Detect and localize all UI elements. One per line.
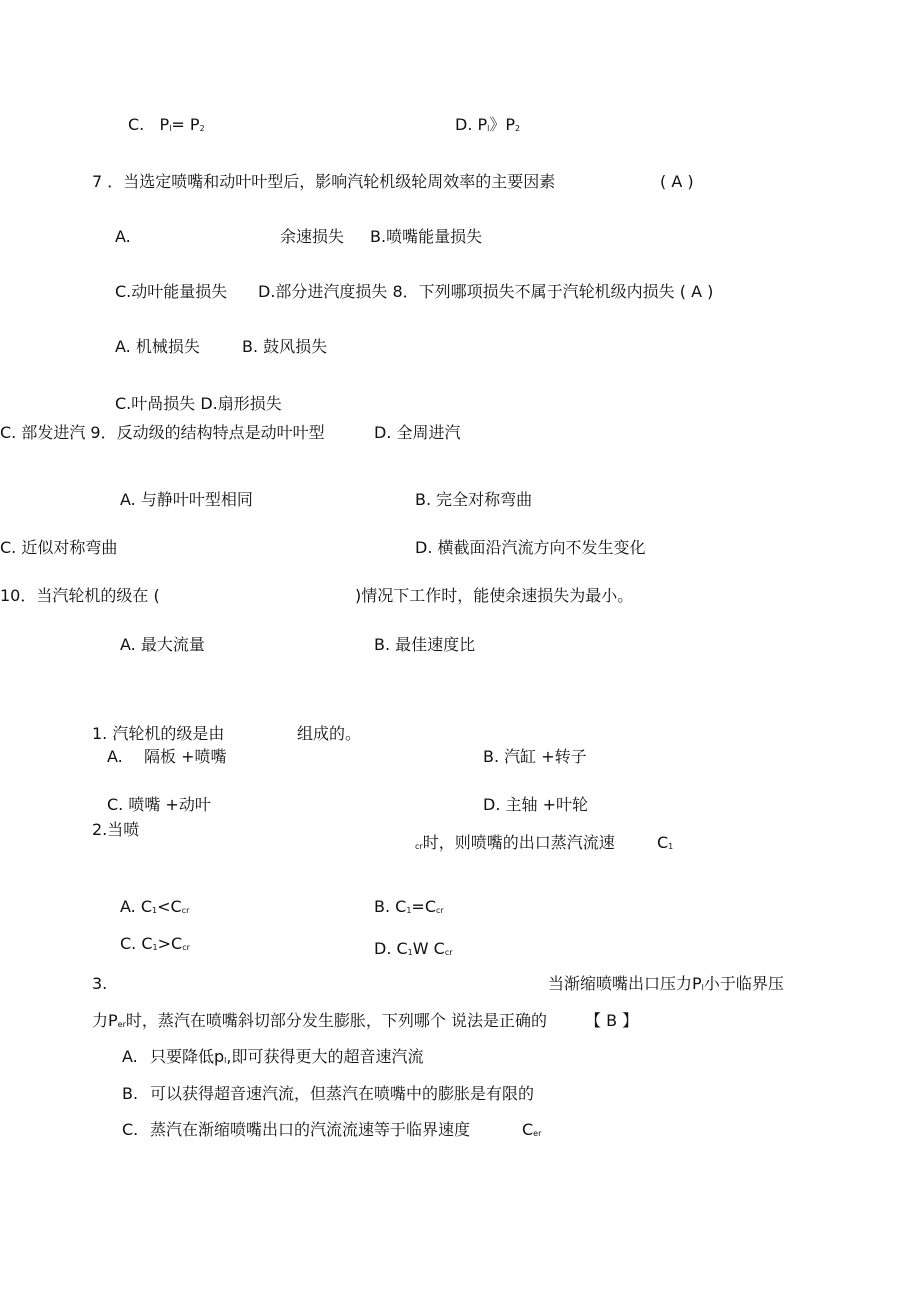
option-a-text: A. 机械损失	[115, 337, 200, 356]
option-a-label: A.	[107, 747, 123, 766]
answer-7: ( A )	[660, 172, 694, 191]
options-cd-text: C.叶咼损失 D.扇形损失	[115, 394, 282, 413]
option-d-text: D. C1W Ccr	[374, 939, 453, 958]
option-c-text: C. C1>Ccr	[120, 934, 190, 953]
option-c-text: C. Pl= P2	[128, 115, 205, 134]
option-b-text: B. 最佳速度比	[374, 635, 476, 654]
option-d-text: D. 主轴 +叶轮	[483, 795, 588, 814]
question-10-end: )情况下工作时，能使余速损失为最小。	[355, 586, 634, 605]
option-a-text: A. C1<Ccr	[120, 897, 190, 916]
option-a-text: 余速损失	[280, 227, 345, 246]
option-c-text: C. 近似对称弯曲	[0, 538, 118, 557]
option-b-text: B. C1=Ccr	[374, 897, 444, 916]
option-d-text: D. 全周进汽	[374, 423, 461, 442]
option-a-text: 只要降低pl,即可获得更大的超音速汽流	[150, 1047, 424, 1066]
option-b-text: B. 完全对称弯曲	[415, 490, 533, 509]
question-1-start: 1. 汽轮机的级是由	[92, 724, 225, 743]
option-a-label: A.	[122, 1047, 138, 1066]
option-d-text: D. 横截面沿汽流方向不发生变化	[415, 538, 646, 557]
option-a-text: 隔板 +喷嘴	[144, 747, 227, 766]
option-b-text: B. 汽缸 +转子	[483, 747, 587, 766]
question-2-mid: cr时，则喷嘴的出口蒸汽流速	[415, 833, 615, 852]
question-9: C. 部发进汽 9．反动级的结构特点是动叶叶型	[0, 423, 325, 442]
option-b-text: 可以获得超音速汽流，但蒸汽在喷嘴中的膨胀是有限的	[150, 1084, 535, 1103]
option-b-label: B.	[122, 1084, 139, 1103]
option-b-text: B.喷嘴能量损失	[370, 227, 483, 246]
question-2-symbol: C1	[657, 833, 674, 852]
option-a-label: A.	[115, 227, 131, 246]
option-c-symbol: Cer	[522, 1120, 542, 1139]
question-2-start: 2.当喷	[92, 820, 140, 839]
question-7: 7 ．当选定喷嘴和动叶叶型后，影响汽轮机级轮周效率的主要因素	[92, 172, 556, 191]
option-c-text: C. 喷嘴 +动叶	[107, 795, 211, 814]
option-a-text: A. 与静叶叶型相同	[120, 490, 253, 509]
question-1-end: 组成的。	[297, 724, 362, 743]
option-d-text: D. Pl》P2	[455, 115, 521, 134]
question-3-number: 3.	[92, 974, 108, 993]
question-8: D.部分进汽度损失 8．下列哪项损失不属于汽轮机级内损失 ( A )	[258, 282, 714, 301]
option-c-text: 蒸汽在渐缩喷嘴出口的汽流流速等于临界速度	[150, 1120, 471, 1139]
question-3-continued: 力Per时，蒸汽在喷嘴斜切部分发生膨胀，下列哪个 说法是正确的	[92, 1011, 547, 1030]
option-b-text: B. 鼓风损失	[242, 337, 328, 356]
question-3-start: 当渐缩喷嘴出口压力Pl小于临界压	[548, 974, 784, 993]
question-10-start: 10．当汽轮机的级在 (	[0, 586, 160, 605]
option-c-text: C.动叶能量损失	[115, 282, 228, 301]
option-a-text: A. 最大流量	[120, 635, 205, 654]
answer-3: 【 B 】	[585, 1011, 639, 1030]
option-c-label: C.	[122, 1120, 139, 1139]
